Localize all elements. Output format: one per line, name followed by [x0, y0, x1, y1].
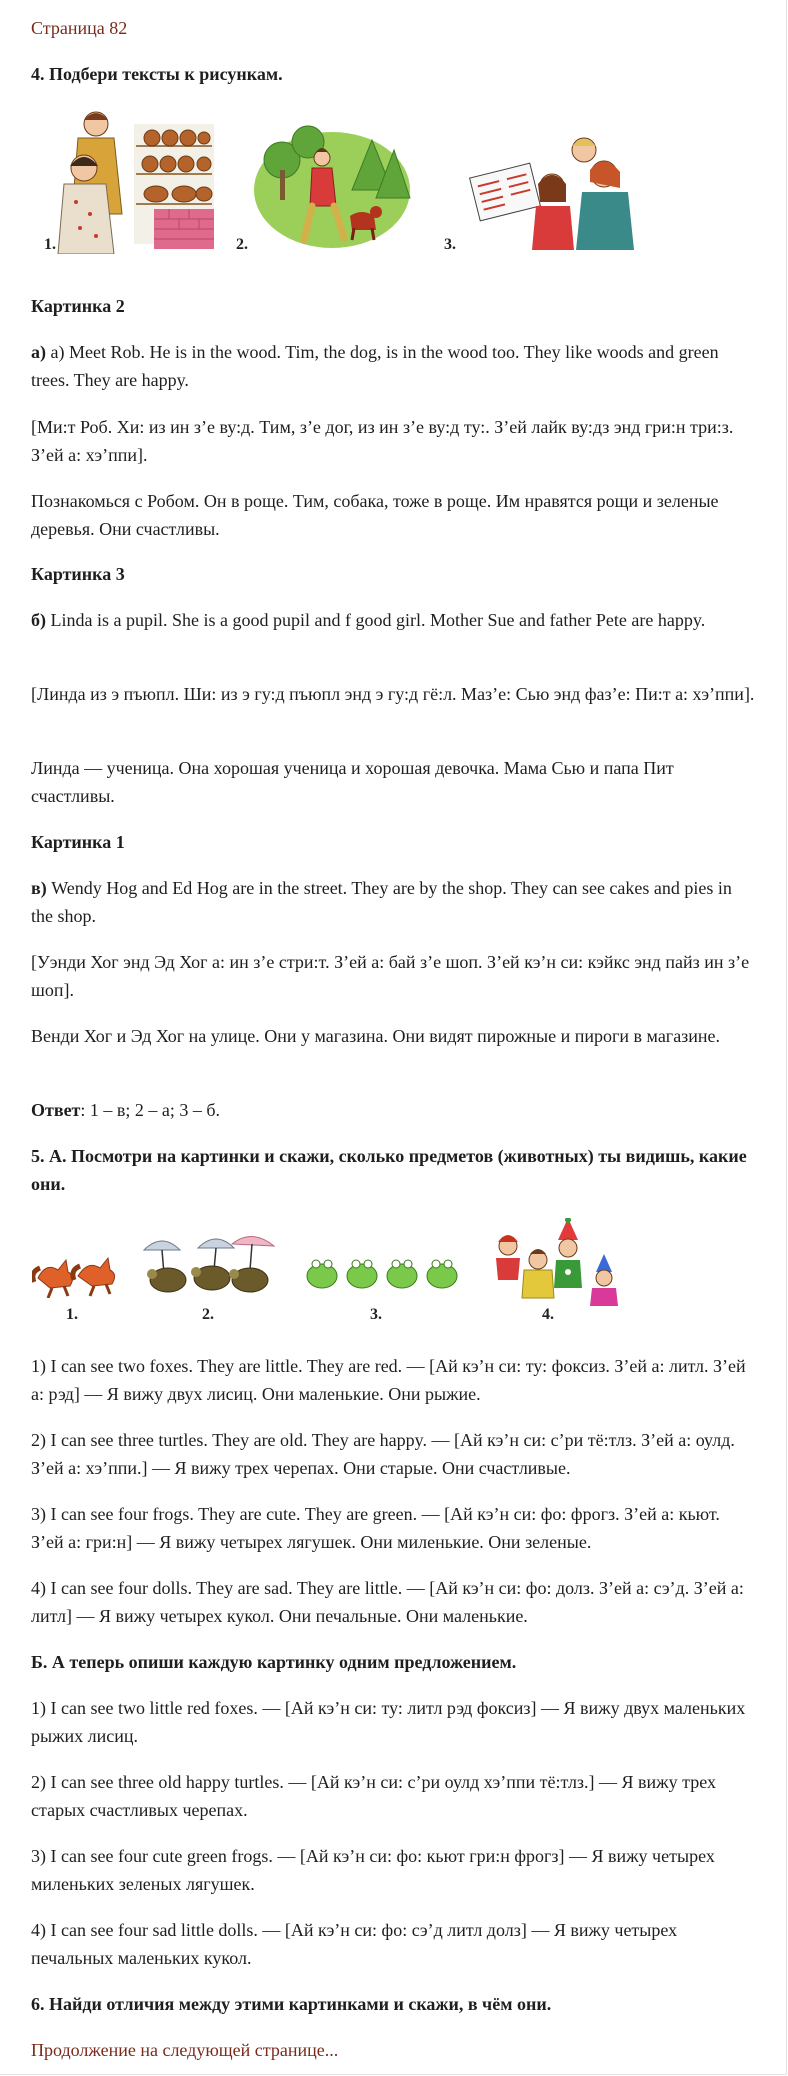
- task5-a-item-1: 1) I can see two foxes. They are little. They are red. — [Ай кэ’н си: ту: фоксиз. З’ей а: литл. З’ей а: рэд] — Я вижу двух лисиц. Они маленькие. Они рыжие.: [31, 1356, 746, 1404]
- task4-heading-picture-2: Картинка 2: [31, 296, 125, 316]
- task5-pic-number-2: 2.: [202, 1306, 214, 1323]
- task5-b-item-2: 2) I can see three old happy turtles. — [Ай кэ’н си: с’ри оулд хэ’ппи тё:тлз.] — Я вижу трех старых счастливых черепах.: [31, 1772, 716, 1820]
- task5-b-item-4: 4) I can see four sad little dolls. — [Ай кэ’н си: фо: сэ’д литл долз] — Я вижу четырех печальных маленьких кукол.: [31, 1920, 678, 1968]
- task4-block-v-translation: Венди Хог и Эд Хог на улице. Они у магазина. Они видят пирожные и пироги в магазине.: [31, 1026, 721, 1046]
- task5-pic-number-1: 1.: [66, 1306, 78, 1323]
- english-text-a: а) Meet Rob. He is in the wood. Tim, the dog, is in the wood too. They like woods and green trees. They are happy.: [31, 342, 719, 390]
- task5-pic-number-3: 3.: [370, 1306, 382, 1323]
- task4-heading-picture-1: Картинка 1: [31, 832, 125, 852]
- task4-heading-picture-3: Картинка 3: [31, 564, 125, 584]
- answer-label: Ответ: [31, 1100, 81, 1120]
- task4-block-v-transcription: [Уэнди Хог энд Эд Хог а: ин з’е стри:т. З’ей а: бай з’е шоп. З’ей кэ’н си: кэйкс энд пайз ин з’е шоп].: [31, 952, 750, 1000]
- task4-block-a-transcription: [Ми:т Роб. Хи: из ин з’е ву:д. Тим, з’е дог, из ин з’е ву:д ту:. З’ей лайк ву:дз энд гри:н три:з. З’ей а: хэ’ппи].: [31, 417, 734, 465]
- continue-link[interactable]: Продолжение на следующей странице...: [31, 2040, 339, 2060]
- english-text-b: Linda is a pupil. She is a good pupil and f good girl. Mother Sue and father Pete are happy.: [46, 610, 706, 630]
- task4-answer: [31, 1096, 755, 1124]
- page-link[interactable]: Страница 82: [31, 18, 128, 38]
- english-text-v: Wendy Hog and Ed Hog are in the street. They are by the shop. They can see cakes and pies in the shop.: [31, 878, 732, 926]
- answer-text: : 1 – в; 2 – а; 3 – б.: [80, 1100, 221, 1120]
- picture-frogs: [304, 1246, 464, 1296]
- letter-v: в): [31, 878, 47, 898]
- task5-pic-number-4: 4.: [542, 1306, 554, 1323]
- letter-a: а): [31, 342, 46, 362]
- picture-turtles: [142, 1234, 282, 1300]
- picture-3-family: [466, 130, 636, 250]
- task6-title: 6. Найди отличия между этими картинками и скажи, в чём они.: [31, 1994, 552, 2014]
- picture-2-wood: [252, 120, 412, 250]
- task4-pic-number-2: 2.: [236, 236, 248, 253]
- task5-b-title: Б. А теперь опиши каждую картинку одним предложением.: [31, 1652, 517, 1672]
- task4-pic-number-1: 1.: [44, 236, 56, 253]
- task4-block-b-transcription: [Линда из э пъюпл. Ши: из э гу:д пъюпл энд э гу:д гё:л. Маз’е: Сью энд фаз’е: Пи:т а: хэ’ппи].: [31, 684, 755, 704]
- task5-title: 5. А. Посмотри на картинки и скажи, сколько предметов (животных) ты видишь, какие они.: [31, 1146, 747, 1194]
- task4-block-a-english: [31, 338, 755, 394]
- task4-pic-number-3: 3.: [444, 236, 456, 253]
- letter-b: б): [31, 610, 46, 630]
- task5-b-item-1: 1) I can see two little red foxes. — [Ай кэ’н си: ту: литл рэд фоксиз] — Я вижу двух маленьких рыжих лисиц.: [31, 1698, 746, 1746]
- task4-block-b-translation: Линда — ученица. Она хорошая ученица и хорошая девочка. Мама Сью и папа Пит счастливы.: [31, 758, 674, 806]
- picture-1-bakery: [44, 104, 214, 254]
- task5-b-item-3: 3) I can see four cute green frogs. — [Ай кэ’н си: фо: кьют гри:н фрогз] — Я вижу четырех миленьких зеленых лягушек.: [31, 1846, 715, 1894]
- task4-block-a-translation: Познакомься с Робом. Он в роще. Тим, собака, тоже в роще. Им нравятся рощи и зеленые деревья. Они счастливы.: [31, 491, 719, 539]
- picture-foxes: [32, 1242, 132, 1298]
- task4-block-v-english: [31, 874, 755, 930]
- task4-title: 4. Подбери тексты к рисункам.: [31, 64, 283, 84]
- task4-block-b-english: [31, 606, 755, 634]
- task5-a-item-3: 3) I can see four frogs. They are cute. They are green. — [Ай кэ’н си: фо: фрогз. З’ей а: кьют. З’ей а: гри:н] — Я вижу четырех лягушек. Они миленькие. Они зеленые.: [31, 1504, 720, 1552]
- task5-a-item-4: 4) I can see four dolls. They are sad. They are little. — [Ай кэ’н си: фо: долз. З’ей а: сэ’д. З’ей а: литл] — Я вижу четырех кукол. Они печальные. Они маленькие.: [31, 1578, 744, 1626]
- picture-dolls: [488, 1218, 628, 1308]
- task5-a-item-2: 2) I can see three turtles. They are old. They are happy. — [Ай кэ’н си: с’ри тё:тлз. З’ей а: оулд. З’ей а: хэ’ппи.] — Я вижу трех черепах. Они старые. Они счастливые.: [31, 1430, 735, 1478]
